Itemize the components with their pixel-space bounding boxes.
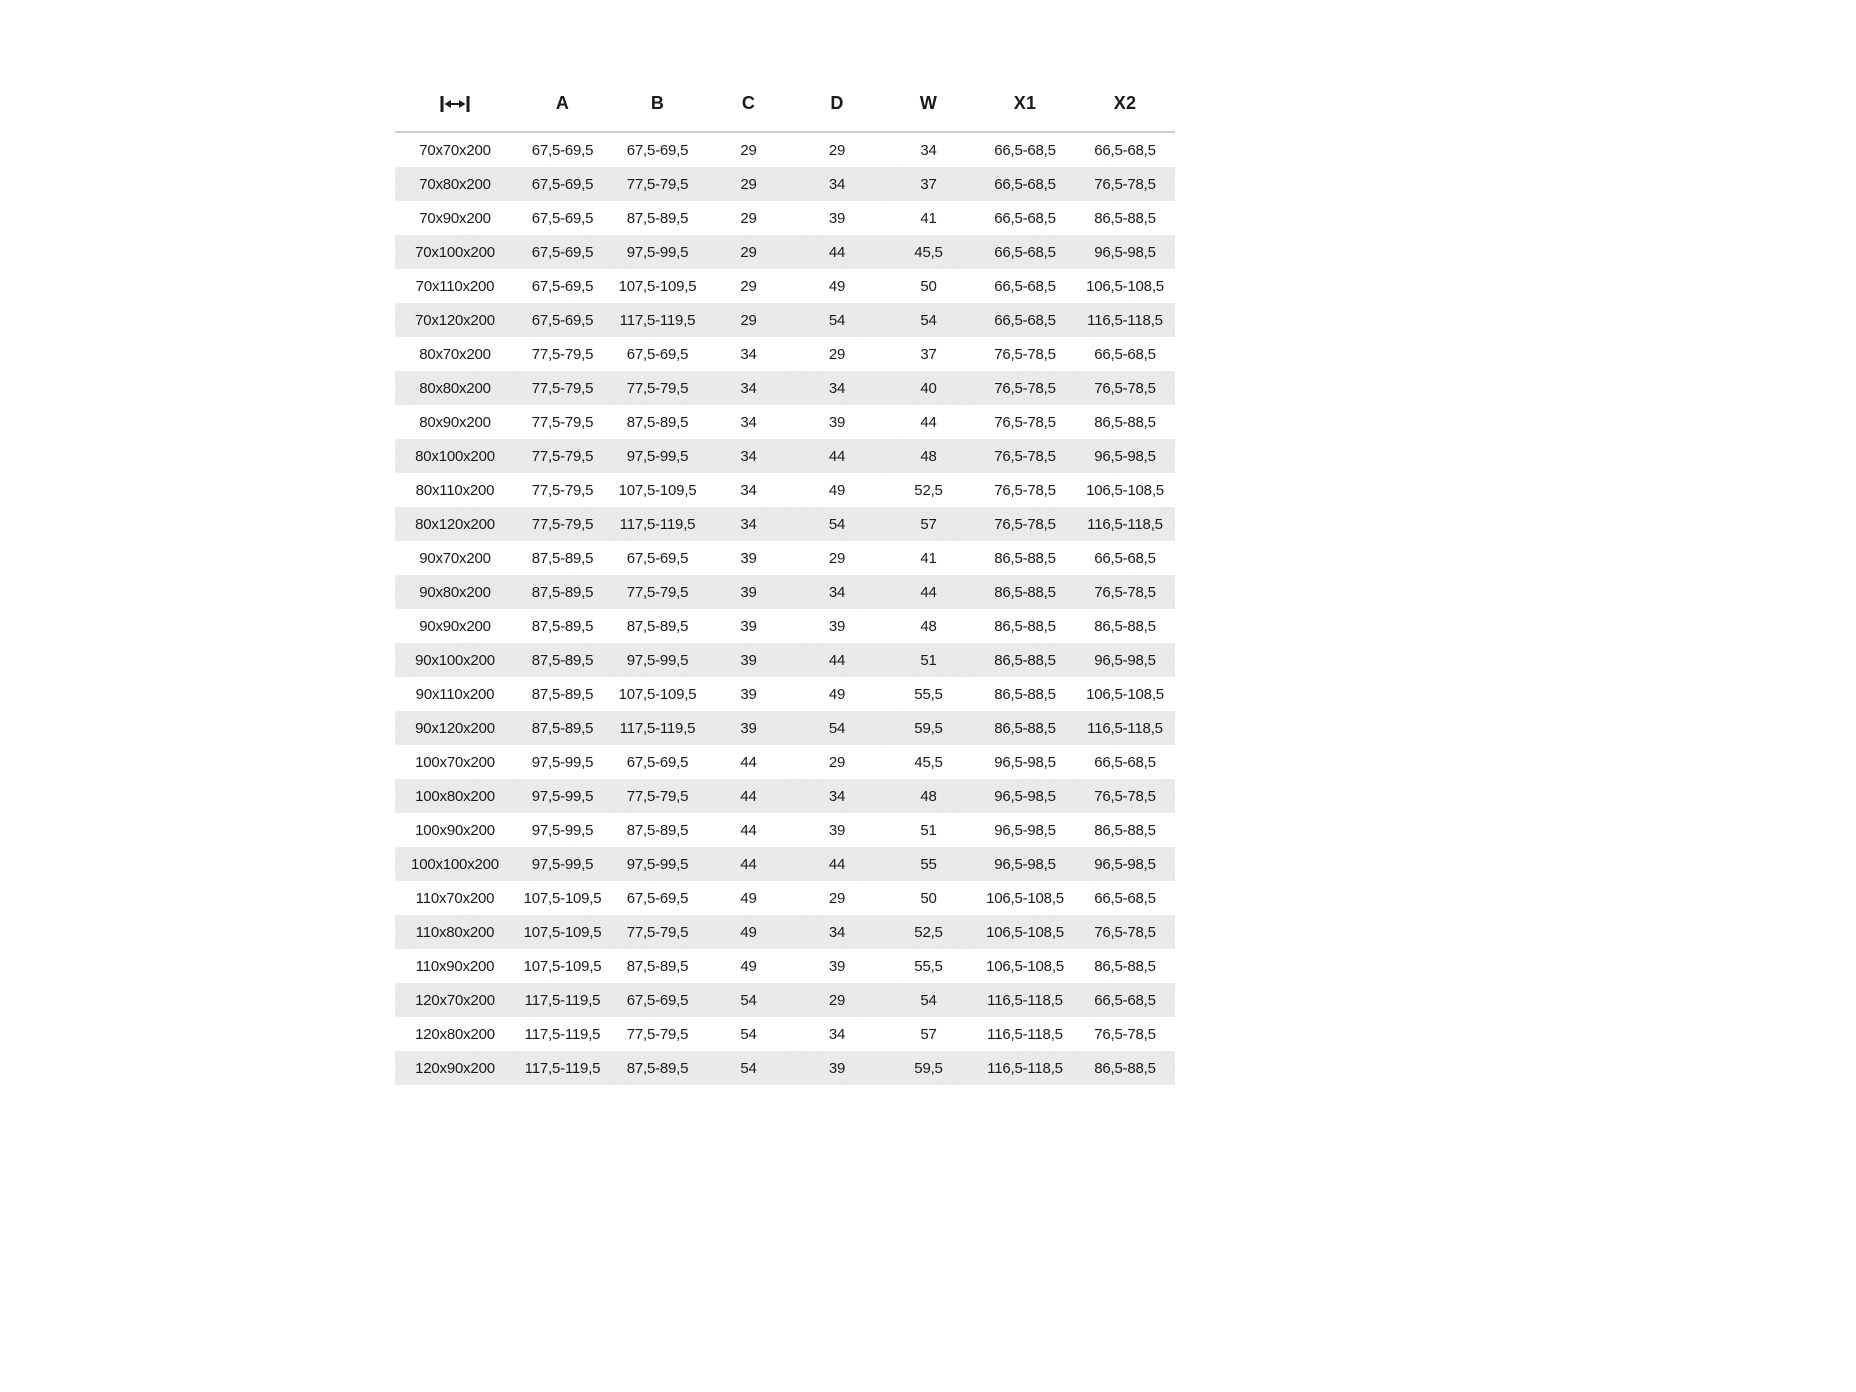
table-row <box>395 405 1175 439</box>
table-row <box>395 269 1175 303</box>
size-cell: 100x80x200 <box>415 787 495 805</box>
value-cell: 86,5-88,5 <box>1094 821 1156 839</box>
value-cell: 67,5-69,5 <box>626 991 689 1009</box>
value-cell: 51 <box>920 821 937 839</box>
value-cell: 67,5-69,5 <box>626 549 689 567</box>
value-cell: 41 <box>920 209 937 227</box>
table-header-row <box>395 75 1175 132</box>
table-row <box>395 371 1175 405</box>
value-cell: 34 <box>740 481 757 499</box>
value-cell: 97,5-99,5 <box>626 243 689 261</box>
value-cell: 39 <box>740 617 757 635</box>
value-cell: 96,5-98,5 <box>994 787 1056 805</box>
value-cell: 76,5-78,5 <box>1094 923 1156 941</box>
value-cell: 39 <box>740 583 757 601</box>
value-cell: 59,5 <box>914 1059 943 1077</box>
value-cell: 96,5-98,5 <box>1094 855 1156 873</box>
size-cell: 70x80x200 <box>419 175 491 193</box>
value-cell: 67,5-69,5 <box>531 141 594 159</box>
value-cell: 96,5-98,5 <box>994 753 1056 771</box>
value-cell: 34 <box>828 1025 846 1043</box>
value-cell: 86,5-88,5 <box>1094 1059 1156 1077</box>
value-cell: 52,5 <box>914 923 943 941</box>
value-cell: 107,5-109,5 <box>618 685 697 703</box>
value-cell: 76,5-78,5 <box>994 345 1056 363</box>
value-cell: 29 <box>740 141 757 159</box>
value-cell: 77,5-79,5 <box>531 481 594 499</box>
value-cell: 39 <box>740 685 757 703</box>
size-cell: 80x100x200 <box>415 447 495 465</box>
value-cell: 86,5-88,5 <box>1094 617 1156 635</box>
value-cell: 97,5-99,5 <box>626 651 689 669</box>
size-cell: 70x110x200 <box>415 277 495 295</box>
value-cell: 55 <box>920 855 937 873</box>
value-cell: 107,5-109,5 <box>523 957 602 975</box>
value-cell: 29 <box>828 345 846 363</box>
value-cell: 67,5-69,5 <box>626 141 689 159</box>
value-cell: 49 <box>828 277 846 295</box>
value-cell: 54 <box>920 991 937 1009</box>
value-cell: 67,5-69,5 <box>531 209 594 227</box>
value-cell: 59,5 <box>914 719 943 737</box>
value-cell: 87,5-89,5 <box>531 617 594 635</box>
value-cell: 45,5 <box>914 753 943 771</box>
value-cell: 34 <box>740 345 757 363</box>
value-cell: 55,5 <box>914 685 943 703</box>
value-cell: 87,5-89,5 <box>626 821 689 839</box>
size-cell: 120x90x200 <box>415 1059 495 1077</box>
value-cell: 67,5-69,5 <box>626 345 689 363</box>
value-cell: 66,5-68,5 <box>1094 549 1156 567</box>
table-row <box>395 847 1175 881</box>
value-cell: 96,5-98,5 <box>1094 243 1156 261</box>
value-cell: 106,5-108,5 <box>1086 685 1164 703</box>
value-cell: 29 <box>828 753 846 771</box>
value-cell: 76,5-78,5 <box>994 413 1056 431</box>
column-header-size <box>395 75 515 132</box>
size-cell: 120x80x200 <box>415 1025 495 1043</box>
table-row <box>395 813 1175 847</box>
width-dimension-icon <box>440 95 470 113</box>
size-cell: 80x90x200 <box>419 413 491 431</box>
value-cell: 57 <box>920 515 937 533</box>
value-cell: 37 <box>920 345 937 363</box>
value-cell: 116,5-118,5 <box>1087 719 1163 737</box>
value-cell: 77,5-79,5 <box>626 175 689 193</box>
value-cell: 34 <box>740 379 757 397</box>
value-cell: 34 <box>828 923 846 941</box>
value-cell: 107,5-109,5 <box>523 889 602 907</box>
value-cell: 106,5-108,5 <box>986 923 1064 941</box>
value-cell: 66,5-68,5 <box>994 141 1056 159</box>
value-cell: 44 <box>828 651 846 669</box>
value-cell: 39 <box>740 651 757 669</box>
value-cell: 87,5-89,5 <box>626 1059 689 1077</box>
table-row <box>395 677 1175 711</box>
value-cell: 44 <box>740 821 757 839</box>
value-cell: 117,5-119,5 <box>524 991 601 1009</box>
value-cell: 67,5-69,5 <box>626 753 689 771</box>
value-cell: 77,5-79,5 <box>626 923 689 941</box>
value-cell: 66,5-68,5 <box>1094 753 1156 771</box>
value-cell: 76,5-78,5 <box>1094 583 1156 601</box>
value-cell: 54 <box>828 311 846 329</box>
value-cell: 34 <box>740 447 757 465</box>
value-cell: 66,5-68,5 <box>1094 991 1156 1009</box>
value-cell: 41 <box>920 549 937 567</box>
value-cell: 34 <box>920 141 937 159</box>
value-cell: 86,5-88,5 <box>994 617 1056 635</box>
value-cell: 116,5-118,5 <box>987 991 1063 1009</box>
size-cell: 70x90x200 <box>419 209 491 227</box>
value-cell: 39 <box>828 821 846 839</box>
value-cell: 29 <box>828 141 846 159</box>
size-cell: 80x70x200 <box>419 345 491 363</box>
size-cell: 110x80x200 <box>415 923 495 941</box>
value-cell: 97,5-99,5 <box>626 447 689 465</box>
value-cell: 76,5-78,5 <box>994 481 1056 499</box>
value-cell: 49 <box>740 957 757 975</box>
value-cell: 34 <box>740 413 757 431</box>
value-cell: 44 <box>920 583 937 601</box>
table-row <box>395 575 1175 609</box>
value-cell: 86,5-88,5 <box>1094 413 1156 431</box>
column-header-b: B <box>610 75 705 132</box>
value-cell: 66,5-68,5 <box>1094 345 1156 363</box>
table-row <box>395 745 1175 779</box>
column-header-c: C <box>705 75 792 132</box>
table-row <box>395 881 1175 915</box>
value-cell: 76,5-78,5 <box>994 379 1056 397</box>
value-cell: 86,5-88,5 <box>994 719 1056 737</box>
value-cell: 67,5-69,5 <box>531 243 594 261</box>
value-cell: 29 <box>828 991 846 1009</box>
value-cell: 29 <box>740 311 757 329</box>
value-cell: 97,5-99,5 <box>531 753 594 771</box>
value-cell: 50 <box>920 889 937 907</box>
table-row <box>395 439 1175 473</box>
table-row <box>395 167 1175 201</box>
value-cell: 54 <box>828 515 846 533</box>
value-cell: 117,5-119,5 <box>524 1059 601 1077</box>
value-cell: 39 <box>828 209 846 227</box>
value-cell: 39 <box>828 1059 846 1077</box>
size-cell: 80x110x200 <box>415 481 495 499</box>
table-row <box>395 201 1175 235</box>
value-cell: 29 <box>740 209 757 227</box>
value-cell: 87,5-89,5 <box>626 957 689 975</box>
value-cell: 116,5-118,5 <box>1087 515 1163 533</box>
value-cell: 49 <box>828 685 846 703</box>
value-cell: 86,5-88,5 <box>994 549 1056 567</box>
value-cell: 54 <box>740 991 757 1009</box>
size-cell: 100x90x200 <box>415 821 495 839</box>
value-cell: 97,5-99,5 <box>626 855 689 873</box>
value-cell: 87,5-89,5 <box>531 549 594 567</box>
value-cell: 116,5-118,5 <box>1087 311 1163 329</box>
table-row <box>395 915 1175 949</box>
column-header-w: W <box>882 75 975 132</box>
value-cell: 107,5-109,5 <box>618 481 697 499</box>
value-cell: 29 <box>828 549 846 567</box>
value-cell: 87,5-89,5 <box>626 209 689 227</box>
value-cell: 97,5-99,5 <box>531 787 594 805</box>
table-row <box>395 303 1175 337</box>
value-cell: 76,5-78,5 <box>994 515 1056 533</box>
value-cell: 34 <box>828 583 846 601</box>
value-cell: 54 <box>920 311 937 329</box>
table-row <box>395 507 1175 541</box>
table-row <box>395 983 1175 1017</box>
value-cell: 39 <box>828 413 846 431</box>
table-row <box>395 609 1175 643</box>
value-cell: 29 <box>740 277 757 295</box>
value-cell: 106,5-108,5 <box>1086 277 1164 295</box>
value-cell: 54 <box>828 719 846 737</box>
value-cell: 116,5-118,5 <box>987 1025 1063 1043</box>
value-cell: 76,5-78,5 <box>994 447 1056 465</box>
value-cell: 96,5-98,5 <box>1094 447 1156 465</box>
table-row <box>395 1017 1175 1051</box>
value-cell: 49 <box>740 923 757 941</box>
size-cell: 100x70x200 <box>415 753 495 771</box>
value-cell: 66,5-68,5 <box>1094 889 1156 907</box>
size-cell: 80x80x200 <box>419 379 491 397</box>
value-cell: 67,5-69,5 <box>531 175 594 193</box>
table-row <box>395 337 1175 371</box>
value-cell: 44 <box>828 243 846 261</box>
value-cell: 86,5-88,5 <box>1094 957 1156 975</box>
value-cell: 97,5-99,5 <box>531 821 594 839</box>
column-header-x2: X2 <box>1075 75 1175 132</box>
value-cell: 86,5-88,5 <box>994 651 1056 669</box>
size-cell: 80x120x200 <box>415 515 495 533</box>
value-cell: 29 <box>740 243 757 261</box>
value-cell: 66,5-68,5 <box>994 243 1056 261</box>
value-cell: 116,5-118,5 <box>987 1059 1063 1077</box>
table-row <box>395 643 1175 677</box>
value-cell: 96,5-98,5 <box>1094 651 1156 669</box>
value-cell: 76,5-78,5 <box>1094 1025 1156 1043</box>
value-cell: 66,5-68,5 <box>994 311 1056 329</box>
value-cell: 29 <box>828 889 846 907</box>
value-cell: 34 <box>740 515 757 533</box>
value-cell: 77,5-79,5 <box>531 413 594 431</box>
column-header-x1: X1 <box>975 75 1075 132</box>
value-cell: 44 <box>740 753 757 771</box>
value-cell: 66,5-68,5 <box>994 209 1056 227</box>
value-cell: 39 <box>828 957 846 975</box>
value-cell: 39 <box>740 719 757 737</box>
value-cell: 87,5-89,5 <box>626 617 689 635</box>
value-cell: 77,5-79,5 <box>531 379 594 397</box>
table-row <box>395 1051 1175 1085</box>
value-cell: 106,5-108,5 <box>986 957 1064 975</box>
table-row <box>395 235 1175 269</box>
value-cell: 77,5-79,5 <box>531 345 594 363</box>
value-cell: 107,5-109,5 <box>523 923 602 941</box>
value-cell: 29 <box>740 175 757 193</box>
table-row <box>395 541 1175 575</box>
size-cell: 90x90x200 <box>419 617 491 635</box>
value-cell: 87,5-89,5 <box>531 685 594 703</box>
column-header-d: D <box>792 75 882 132</box>
value-cell: 67,5-69,5 <box>626 889 689 907</box>
value-cell: 37 <box>920 175 937 193</box>
value-cell: 87,5-89,5 <box>531 651 594 669</box>
value-cell: 77,5-79,5 <box>531 447 594 465</box>
size-cell: 70x120x200 <box>415 311 495 329</box>
value-cell: 117,5-119,5 <box>619 311 696 329</box>
table-row <box>395 473 1175 507</box>
table-row <box>395 949 1175 983</box>
value-cell: 96,5-98,5 <box>994 855 1056 873</box>
value-cell: 39 <box>828 617 846 635</box>
table-head <box>395 75 1175 132</box>
value-cell: 50 <box>920 277 937 295</box>
value-cell: 107,5-109,5 <box>618 277 697 295</box>
value-cell: 76,5-78,5 <box>1094 379 1156 397</box>
value-cell: 67,5-69,5 <box>531 311 594 329</box>
size-cell: 70x70x200 <box>419 141 491 159</box>
value-cell: 87,5-89,5 <box>531 719 594 737</box>
value-cell: 55,5 <box>914 957 943 975</box>
value-cell: 34 <box>828 379 846 397</box>
value-cell: 57 <box>920 1025 937 1043</box>
value-cell: 76,5-78,5 <box>1094 787 1156 805</box>
value-cell: 77,5-79,5 <box>626 1025 689 1043</box>
size-cell: 120x70x200 <box>415 991 495 1009</box>
table-row <box>395 711 1175 745</box>
value-cell: 52,5 <box>914 481 943 499</box>
value-cell: 39 <box>740 549 757 567</box>
size-cell: 110x70x200 <box>415 889 495 907</box>
value-cell: 54 <box>740 1025 757 1043</box>
value-cell: 44 <box>920 413 937 431</box>
value-cell: 117,5-119,5 <box>619 515 696 533</box>
size-cell: 110x90x200 <box>415 957 495 975</box>
value-cell: 48 <box>920 447 937 465</box>
value-cell: 51 <box>920 651 937 669</box>
value-cell: 117,5-119,5 <box>524 1025 601 1043</box>
value-cell: 97,5-99,5 <box>531 855 594 873</box>
table-row <box>395 779 1175 813</box>
size-cell: 100x100x200 <box>411 855 499 873</box>
value-cell: 45,5 <box>914 243 943 261</box>
value-cell: 77,5-79,5 <box>531 515 594 533</box>
value-cell: 34 <box>828 787 846 805</box>
size-cell: 90x70x200 <box>419 549 491 567</box>
value-cell: 117,5-119,5 <box>619 719 696 737</box>
value-cell: 54 <box>740 1059 757 1077</box>
value-cell: 106,5-108,5 <box>1086 481 1164 499</box>
table-row <box>395 132 1175 167</box>
value-cell: 44 <box>828 855 846 873</box>
value-cell: 77,5-79,5 <box>626 379 689 397</box>
value-cell: 86,5-88,5 <box>994 685 1056 703</box>
value-cell: 77,5-79,5 <box>626 787 689 805</box>
value-cell: 66,5-68,5 <box>1094 141 1156 159</box>
value-cell: 44 <box>740 787 757 805</box>
dimensions-spec-table <box>395 75 1175 1085</box>
value-cell: 44 <box>828 447 846 465</box>
size-cell: 90x100x200 <box>415 651 495 669</box>
value-cell: 40 <box>920 379 937 397</box>
table-body <box>395 132 1175 1085</box>
size-cell: 90x80x200 <box>419 583 491 601</box>
size-cell: 70x100x200 <box>415 243 495 261</box>
value-cell: 44 <box>740 855 757 873</box>
column-header-a: A <box>515 75 610 132</box>
value-cell: 87,5-89,5 <box>626 413 689 431</box>
value-cell: 48 <box>920 617 937 635</box>
size-cell: 90x110x200 <box>415 685 495 703</box>
value-cell: 86,5-88,5 <box>1094 209 1156 227</box>
value-cell: 76,5-78,5 <box>1094 175 1156 193</box>
value-cell: 96,5-98,5 <box>994 821 1056 839</box>
value-cell: 34 <box>828 175 846 193</box>
value-cell: 87,5-89,5 <box>531 583 594 601</box>
size-cell: 90x120x200 <box>415 719 495 737</box>
value-cell: 66,5-68,5 <box>994 175 1056 193</box>
value-cell: 49 <box>828 481 846 499</box>
value-cell: 67,5-69,5 <box>531 277 594 295</box>
value-cell: 106,5-108,5 <box>986 889 1064 907</box>
value-cell: 77,5-79,5 <box>626 583 689 601</box>
value-cell: 48 <box>920 787 937 805</box>
value-cell: 66,5-68,5 <box>994 277 1056 295</box>
value-cell: 49 <box>740 889 757 907</box>
value-cell: 86,5-88,5 <box>994 583 1056 601</box>
